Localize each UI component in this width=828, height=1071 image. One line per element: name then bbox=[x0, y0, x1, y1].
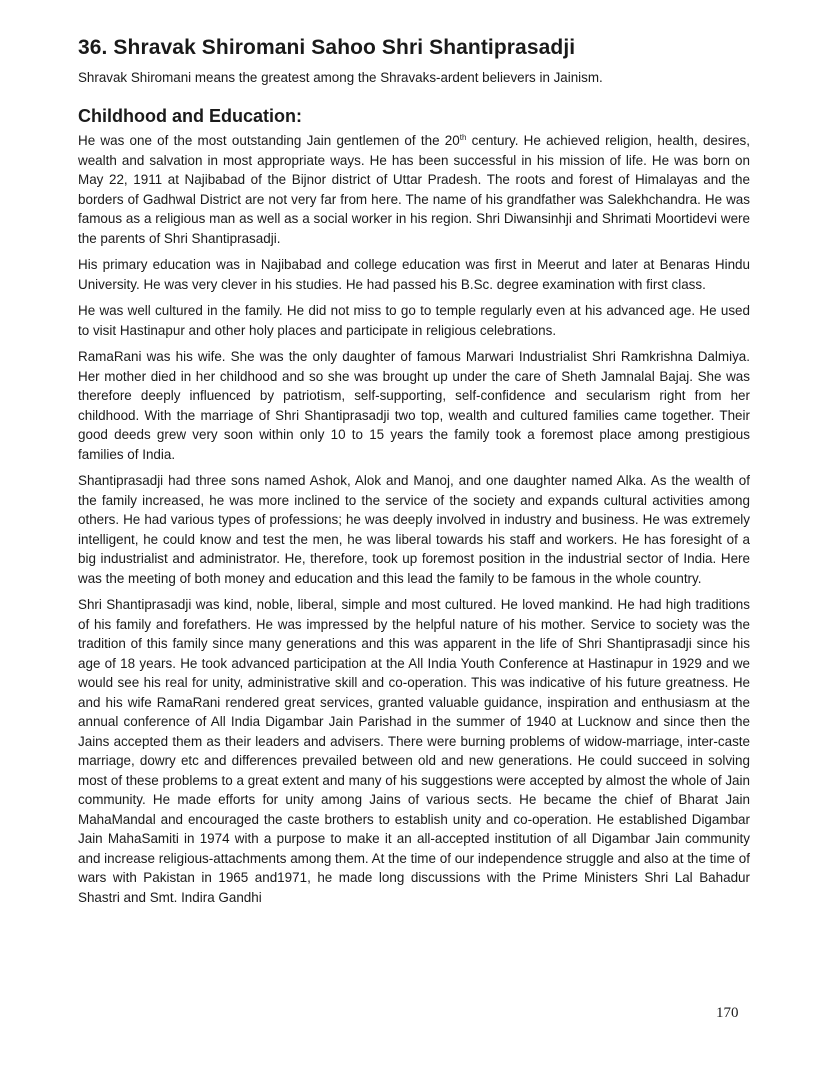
superscript-th: th bbox=[459, 133, 467, 142]
page-subtitle: Shravak Shiromani means the greatest among the Shravaks-ardent believers in Jainism. bbox=[78, 70, 603, 85]
paragraph-2: His primary education was in Najibabad and college education was first in Meerut and later at Benaras Hindu University. He was very clever in his studies. He had passed his B.Sc. degree examination with first class. bbox=[78, 257, 750, 292]
paragraph-4: RamaRani was his wife. She was the only daughter of famous Marwari Industrialist Shri Ramkrishna Dalmiya. Her mother died in her childhood and so she was brought up under the care of Sheth Jamnalal Bajaj. She was therefore deeply influenced by patriotism, self-supporting, self-confidence and secularism right from her childhood. With the marriage of Shri Shantiprasadji two top, wealth and cultured families came together. Their good deeds grew very soon within only 10 to 15 years the family took a foremost place among prestigious families of India. bbox=[78, 349, 750, 462]
body-text bbox=[78, 131, 750, 914]
paragraph-3: He was well cultured in the family. He did not miss to go to temple regularly even at his advanced age. He used to visit Hastinapur and other holy places and participate in religious celebrations. bbox=[78, 303, 750, 338]
section-heading: Childhood and Education: bbox=[78, 106, 302, 126]
paragraph-1-text-continued: century. He achieved religion, health, desires, wealth and salvation in most appropriate ways. He has been successful in his mission of life. He was born on May 22, 1911 at Najibabad of the Bijnor district of Uttar Pradesh. The roots and forest of Himalayas and the borders of Gadhwal District are not very far from here. The name of his grandfather was Salekhchandra. He was famous as a religious man as well as a social worker in his region. Shri Diwansinhji and Shrimati Moortidevi were the parents of Shri Shantiprasadji. bbox=[78, 133, 750, 246]
page-title: 36. Shravak Shiromani Sahoo Shri Shantiprasadji bbox=[78, 36, 576, 59]
paragraph-5: Shantiprasadji had three sons named Ashok, Alok and Manoj, and one daughter named Alka. As the wealth of the family increased, he was more inclined to the service of the society and expands cultural activities among others. He had various types of professions; he was deeply involved in industry and business. He was extremely intelligent, he could know and test the men, he was liberal towards his staff and workers. He has foresight of a big industrialist and administrator. He, therefore, took up foremost position in the industrial sector of India. Here was the meeting of both money and education and this lead the family to be famous in the whole country. bbox=[78, 473, 750, 586]
paragraph-1-text: He was one of the most outstanding Jain gentlemen of the 20 bbox=[78, 133, 460, 148]
paragraph-1 bbox=[78, 131, 750, 248]
paragraph-6: Shri Shantiprasadji was kind, noble, liberal, simple and most cultured. He loved mankind. He had high traditions of his family and forefathers. He was impressed by the helpful nature of his mother. Service to society was the tradition of this family since many generations and this was apparent in the life of Shri Shantiprasadji since his age of 18 years. He took advanced participation at the All India Youth Conference at Hastinapur in 1929 and we would see his real for unity, administrative skill and co-operation. This was indicative of his future greatness. He and his wife RamaRani rendered great services, granted valuable guidance, inspiration and enthusiasm at the annual conference of All India Digambar Jain Parishad in the summer of 1940 at Lucknow and since then the Jains accepted them as their leaders and advisers. There were burning problems of widow-marriage, inter-caste marriage, dowry etc and differences prevailed between old and new generations. He could succeed in solving most of these problems to a great extent and many of his suggestions were accepted by almost the whole of Jain community. He made efforts for unity among Jains of various sects. He became the chief of Bharat Jain MahaMandal and encouraged the caste brothers to establish unity and co-operation. He established Digambar Jain MahaSamiti in 1974 with a purpose to make it an all-accepted institution of all Digambar Jain community and increase religious-attachments among them. At the time of our independence struggle and also at the time of wars with Pakistan in 1965 and1971, he made long discussions with the Prime Ministers Shri Lal Bahadur Shastri and Smt. Indira Gandhi bbox=[78, 597, 750, 905]
page-number: 170 bbox=[716, 1005, 739, 1021]
